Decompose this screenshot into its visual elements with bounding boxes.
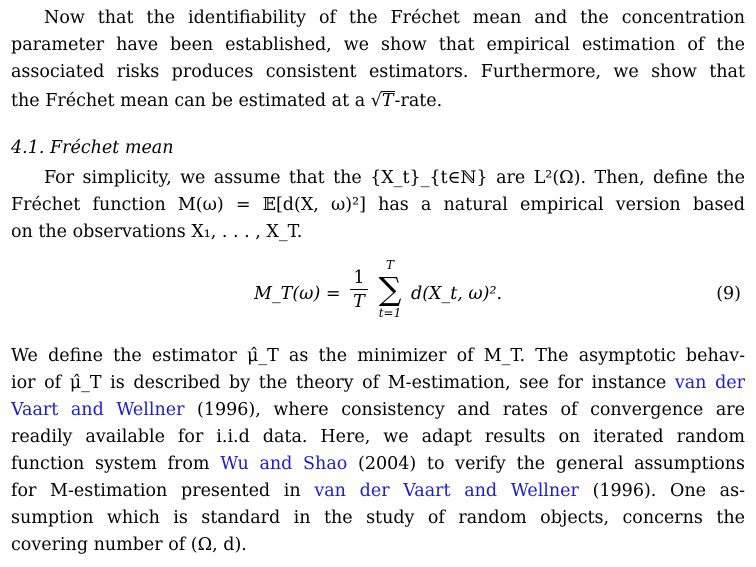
citation-link[interactable]: van der Vaart and Wellner: [314, 481, 579, 501]
equation-rhs: d(X_t, ω)².: [411, 284, 503, 304]
paragraph-3-line-1: We define the estimator μ̂_T as the minimizer of M_T. The asymptotic behav-: [11, 346, 745, 366]
equation-number: (9): [716, 284, 741, 304]
paragraph-3-line-6-text: for M-estimation presented in: [11, 481, 315, 501]
summation-lower-limit: t=1: [378, 306, 402, 320]
fraction-bar: [350, 289, 368, 290]
paragraph-3-line-2-text: ior of μ̂_T is described by the theory of M-estimation, see for instance: [11, 373, 675, 393]
summation-sign: ∑: [378, 270, 402, 308]
equation-lhs: M_T(ω) =: [254, 284, 341, 304]
fraction-numerator: 1: [353, 268, 365, 288]
paragraph-3-line-5-text: function system from: [11, 454, 221, 474]
paragraph-1-line-4-suffix: -rate.: [394, 91, 443, 111]
paragraph-3-line-5: [11, 451, 745, 478]
paragraph-2-line-1: For simplicity, we assume that the {X_t}_{t∈ℕ} are L²(Ω). Then, define the: [44, 168, 745, 188]
paragraph-2-line-2: Fréchet function M(ω) = 𝔼[d(X, ω)²] has a natural empirical version based: [11, 195, 745, 215]
sqrt-argument: T: [381, 91, 394, 111]
paragraph-3-line-2: [11, 370, 745, 397]
paragraph-3-line-4: readily available for i.i.d data. Here, we adapt results on iterated random: [11, 427, 745, 447]
paragraph-1-line-2: parameter have been established, we show that empirical estimation of the: [11, 35, 745, 55]
paragraph-3-line-3-text: (1996), where consistency and rates of convergence are: [184, 400, 745, 420]
paragraph-1-line-1: Now that the identifiability of the Fréchet mean and the concentration: [44, 8, 745, 28]
paragraph-1-line-4: [11, 88, 745, 115]
paper-page: [11, 0, 745, 567]
display-equation: [11, 258, 745, 334]
paragraph-3-line-6: [11, 478, 745, 505]
citation-link[interactable]: van der: [674, 373, 745, 393]
paragraph-3-line-5-suffix: (2004) to verify the general assumptions: [347, 454, 745, 474]
citation-link[interactable]: Vaart and Wellner: [11, 400, 185, 420]
paragraph-2-line-3: on the observations X₁, . . . , X_T.: [11, 222, 303, 242]
summation-upper-limit: T: [385, 258, 394, 272]
section-heading: 4.1. Fréchet mean: [11, 138, 174, 158]
paragraph-1-line-3: associated risks produces consistent estimators. Furthermore, we show that: [11, 62, 745, 82]
paragraph-3-line-3: [11, 397, 745, 424]
summation: [372, 258, 408, 320]
sqrt-sign: √: [370, 91, 382, 111]
paragraph-3-line-6-suffix: (1996). One as-: [578, 481, 745, 501]
paragraph-3-line-8: covering number of (Ω, d).: [11, 535, 247, 555]
paragraph-1-line-4-text: the Fréchet mean can be estimated at a: [11, 91, 371, 111]
paragraph-3-line-7: sumption which is standard in the study of random objects, concerns the: [11, 508, 745, 528]
fraction-denominator: T: [353, 292, 365, 312]
equation-fraction: [350, 268, 368, 312]
citation-link[interactable]: Wu and Shao: [220, 454, 348, 474]
equation-body: [254, 258, 534, 334]
